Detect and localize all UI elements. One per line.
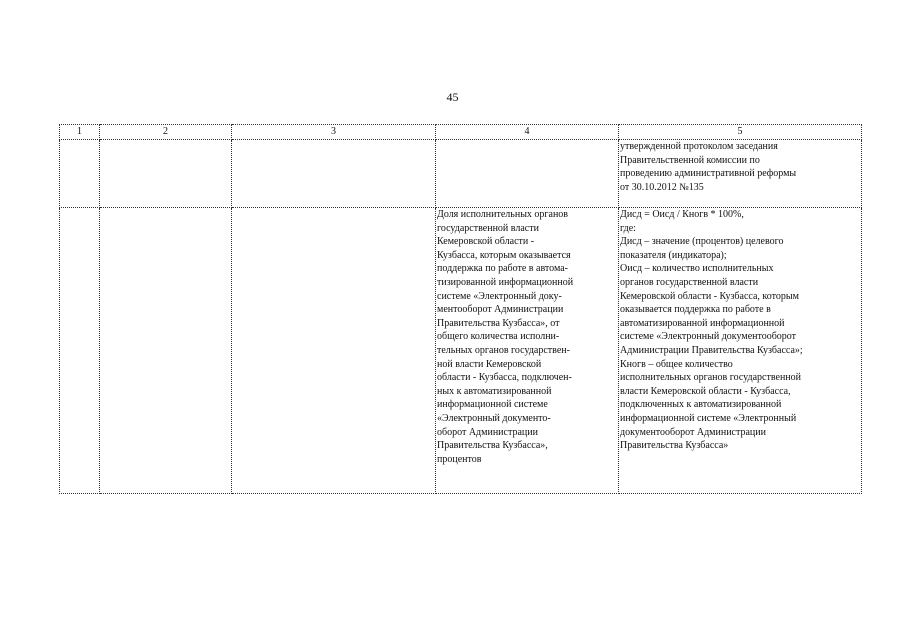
indicator-table [59,124,862,494]
page-number: 45 [446,90,459,104]
table-cell-4 [436,140,619,208]
indicator-method: утвержденной протоколом заседания Правительственной комиссии по проведению административной реформы от 30.10.2012 №135 [620,141,797,193]
indicator-method: Дисд = Оисд / Кногв * 100%, где: Дисд – значение (процентов) целевого показателя (индикатора); Оисд – количество исполнительных органов государственной власти Кемеровской области - Кузбасса, которым оказывается поддержка по работе в автоматизированной информационной системе «Электронный документооборот Администрации Правительства Кузбасса»; Кногв – общее количество исполнительных органов государственной власти Кемеровской области - Кузбасса, подключенных к автоматизированной информационной системе «Электронный документооборот Администрации Правительства Кузбасса» [620,209,803,452]
indicator-name: Доля исполнительных органов государственной власти Кемеровской области - Кузбасса, которым оказывается поддержка по работе в автома- тизированной информационной системе «Электронный доку- ментооборот Администрации Правительства Кузбасса», от общего количества исполни- тельных органов государствен- ной власти Кемеровской области - Кузбасса, подключен- ных к автоматизированной информационной системе «Электронный документо- оборот Администрации Правительства Кузбасса», процентов [437,209,574,465]
table-cell-2 [100,140,232,208]
table-cell-3 [232,208,436,494]
column-header-3: 3 [232,125,436,140]
table-header-row [60,125,862,140]
table-cell-4 [436,208,619,494]
table-cell-1 [60,208,100,494]
table-cell-3 [232,140,436,208]
table-cell-5 [619,140,862,208]
table-row [60,208,862,494]
column-header-5: 5 [619,125,862,140]
table-cell-1 [60,140,100,208]
table-cell-5 [619,208,862,494]
column-header-4: 4 [436,125,619,140]
column-header-1: 1 [60,125,100,140]
table-cell-2 [100,208,232,494]
column-header-2: 2 [100,125,232,140]
table-row [60,140,862,208]
